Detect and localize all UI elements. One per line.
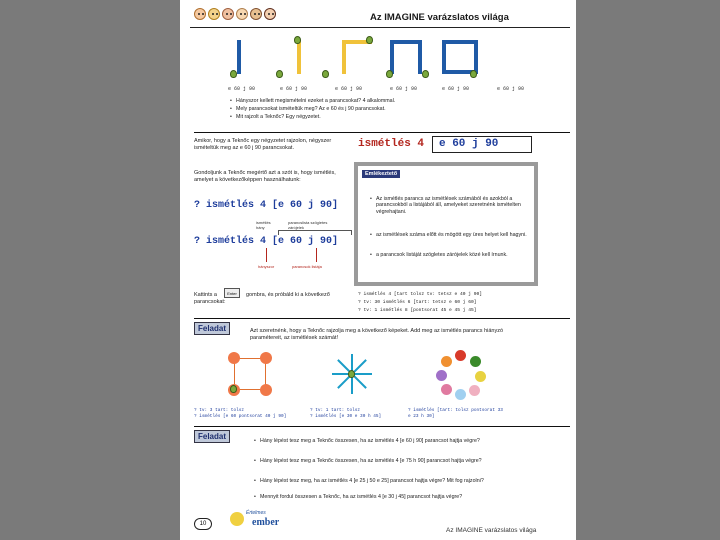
turtle-icon xyxy=(294,36,301,44)
task2-item: • Hány lépést tesz meg a Teknőc összesen, ha az ismétlés 4 [e 75 h 90] parancsot hajtja végre? xyxy=(260,458,536,464)
logo-sun-icon xyxy=(230,512,244,526)
repeat-intro: Amikor, hogy a Teknőc egy négyzetet rajzolon, négyszer ismételtük meg az e 60 j 90 parancsokat. xyxy=(194,138,332,151)
letter-command: e 60 j 90 xyxy=(390,86,418,92)
label-list: parancsok listája xyxy=(292,264,322,269)
child-face-icon xyxy=(208,8,220,20)
letter-i-pencil xyxy=(297,40,301,74)
annotation-count: ismétlés hány xyxy=(256,220,271,230)
enter-key-label: Enter xyxy=(227,291,237,296)
label-count: hányszor xyxy=(258,264,275,269)
letter-o-shape xyxy=(442,40,478,74)
figure-caption: ? ismétlés [e 30 e 30 h 45] xyxy=(310,414,382,419)
dot-mark xyxy=(455,350,466,361)
arrow-list xyxy=(316,248,317,262)
dot-mark xyxy=(260,384,272,396)
turtle-icon xyxy=(322,70,329,78)
try-command: ? ismétlés 4 [tart tolsz tv: tetsz e 40 j 90] xyxy=(358,292,483,297)
big-code-box xyxy=(356,136,536,154)
remember-item: • Az ismétlés parancs az ismétlések számából és azokból a parancsokból a listájából áll, amelyeket szeretnénk ismételten végrehajtani. xyxy=(376,196,528,215)
turtle-icon xyxy=(386,70,393,78)
section-rule xyxy=(194,318,570,319)
dot-mark xyxy=(441,356,452,367)
figure-caption: ? ismétlés [e 60 pontsorat 40 j 90] xyxy=(194,414,287,419)
logo-main: ember xyxy=(252,517,280,528)
dot-mark xyxy=(469,385,480,396)
remember-box xyxy=(354,162,538,286)
big-code-bracket-box xyxy=(432,136,532,153)
question-item: • Hányszor kellett megismételni ezeket a parancsokat? 4 alkalommal. xyxy=(236,98,536,104)
task-tag: Feladat xyxy=(194,322,230,335)
turtle-icon xyxy=(470,70,477,78)
page-title: Az IMAGINE varázslatos világa xyxy=(370,12,509,23)
task1-text: Azt szeretnénk, hogy a Teknőc rajzolja meg a következő képeket. Add meg az ismétlés parancs hiányzó paramétereit, az ismétlések számát! xyxy=(250,328,504,341)
child-face-icon xyxy=(250,8,262,20)
question-item: • Mit rajzolt a Teknőc? Egy négyzetet. xyxy=(236,114,536,120)
letter-command: e 60 j 90 xyxy=(228,86,256,92)
task2-item: • Mennyit fordul összesen a Teknőc, ha az ismétlés 4 [e 30 j 45] parancsot hajtja végre? xyxy=(260,494,536,500)
turtle-icon xyxy=(366,36,373,44)
question-item: • Mely parancsokat ismételtük meg? Az e 60 és j 90 parancsokat. xyxy=(236,106,536,112)
turtle-icon xyxy=(230,70,237,78)
dot-mark xyxy=(441,384,452,395)
figure-square-dots xyxy=(228,352,272,396)
letter-i-stroke xyxy=(237,40,241,74)
page-number-badge xyxy=(194,518,212,530)
repeat-paragraph: Gondoljunk a Teknőc megértő azt a szót is, hogy ismétlés, amelyet a következőképpen használhatunk: xyxy=(194,170,336,183)
figure-caption: ? tv: 1 tart: tolsz xyxy=(310,408,361,413)
letter-r-stroke xyxy=(342,40,346,74)
dot-mark xyxy=(455,389,466,400)
child-face-icon xyxy=(194,8,206,20)
remember-item: • a parancsok listáját szögletes zárójelek közé kell írnunk. xyxy=(376,252,528,258)
big-code-body: e 60 j 90 xyxy=(439,138,499,150)
key-text-before: Kattints a xyxy=(194,292,217,298)
dot-mark xyxy=(260,352,272,364)
workbook-page xyxy=(180,0,576,540)
figure-caption: ? tv: 3 tart: tolsz xyxy=(194,408,245,413)
letter-command: e 60 j 90 xyxy=(442,86,470,92)
letter-command: e 60 j 90 xyxy=(280,86,308,92)
key-text-after: gombra, és próbáld ki a következő parancsokat: xyxy=(194,292,330,305)
turtle-icon xyxy=(348,370,355,378)
dot-mark xyxy=(475,371,486,382)
letter-n-shape xyxy=(390,40,422,74)
child-face-icon xyxy=(264,8,276,20)
section-rule xyxy=(194,132,570,133)
remember-title: Emlékeztető xyxy=(362,170,400,178)
code-example-1: ? ismétlés 4 [e 60 j 90] xyxy=(194,200,339,211)
figure-dot-ring xyxy=(436,350,486,400)
try-command: ? tv: 1 ismétlés 8 [pontsorat 45 e 45 j 45] xyxy=(358,308,477,313)
letter-command: e 60 j 90 xyxy=(335,86,363,92)
turtle-icon xyxy=(230,385,237,393)
dot-mark xyxy=(470,356,481,367)
header-rule xyxy=(190,27,570,28)
child-face-icon xyxy=(222,8,234,20)
dot-mark xyxy=(228,352,240,364)
annotation-list: parancslista szögletes zárójelek xyxy=(288,220,328,230)
letter-command: e 60 j 90 xyxy=(497,86,525,92)
task-tag: Feladat xyxy=(194,430,230,443)
code-example-2: ? ismétlés 4 [e 60 j 90] xyxy=(194,236,339,247)
figure-star xyxy=(332,354,372,394)
task2-item: • Hány lépést tesz meg, ha az ismétlés 4 [e 25 j 50 e 25] parancsot hajtja végre? Mit fog rajzolni? xyxy=(260,478,536,484)
try-command: ? tv: 30 ismétlés 6 [tart: tetsz e 60 j 60] xyxy=(358,300,477,305)
brace-list xyxy=(278,230,352,235)
task2-item: • Hány lépést tesz meg a Teknőc összesen, ha az ismétlés 4 [e 60 j 90] parancsot hajtja végre? xyxy=(260,438,536,444)
logo-top: Értelmes xyxy=(246,510,266,516)
big-code-keyword: ismétlés 4 xyxy=(358,138,425,150)
section-rule xyxy=(194,426,570,427)
arrow-count xyxy=(266,248,267,262)
figure-caption: ? ismétlés [tart: tolsz pontsorat 33 xyxy=(408,408,503,413)
child-face-icon xyxy=(236,8,248,20)
turtle-icon xyxy=(276,70,283,78)
footer-title: Az IMAGINE varázslatos világa xyxy=(446,527,537,534)
dot-mark xyxy=(436,370,447,381)
page-number: 10 xyxy=(199,521,207,527)
figure-caption: e 23 h 30] xyxy=(408,414,435,419)
turtle-icon xyxy=(422,70,429,78)
remember-item: • az ismétlések száma előtt és mögött egy üres helyet kell hagyni. xyxy=(376,232,528,238)
